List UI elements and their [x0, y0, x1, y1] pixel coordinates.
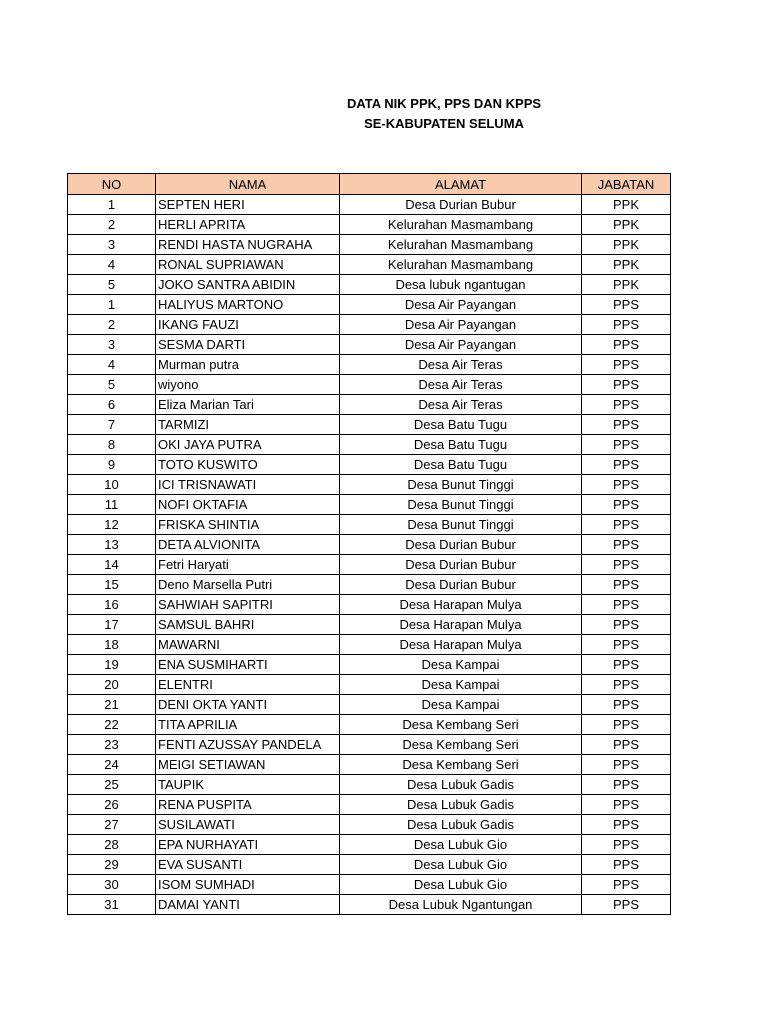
cell-nama: ISOM SUMHADI: [156, 875, 340, 895]
table-body: [68, 195, 671, 915]
table-row: [68, 255, 671, 275]
cell-nama: ELENTRI: [156, 675, 340, 695]
cell-nama: EPA NURHAYATI: [156, 835, 340, 855]
cell-alamat: Desa Air Payangan: [340, 315, 582, 335]
cell-no: 11: [68, 495, 156, 515]
cell-jabatan: PPK: [582, 235, 671, 255]
title-line-2: SE-KABUPATEN SELUMA: [364, 116, 524, 131]
cell-alamat: Desa Air Teras: [340, 355, 582, 375]
cell-alamat: Desa Bunut Tinggi: [340, 475, 582, 495]
cell-nama: DAMAI YANTI: [156, 895, 340, 915]
cell-jabatan: PPS: [582, 295, 671, 315]
table-row: [68, 355, 671, 375]
cell-nama: TAUPIK: [156, 775, 340, 795]
cell-no: 28: [68, 835, 156, 855]
table-row: [68, 595, 671, 615]
cell-no: 1: [68, 195, 156, 215]
cell-nama: OKI JAYA PUTRA: [156, 435, 340, 455]
cell-no: 16: [68, 595, 156, 615]
table-row: [68, 835, 671, 855]
cell-alamat: Desa Kampai: [340, 655, 582, 675]
cell-no: 29: [68, 855, 156, 875]
cell-alamat: Desa Batu Tugu: [340, 455, 582, 475]
cell-jabatan: PPK: [582, 255, 671, 275]
cell-nama: EVA SUSANTI: [156, 855, 340, 875]
table-row: [68, 475, 671, 495]
cell-alamat: Desa Kembang Seri: [340, 755, 582, 775]
cell-jabatan: PPS: [582, 635, 671, 655]
cell-jabatan: PPS: [582, 455, 671, 475]
cell-no: 20: [68, 675, 156, 695]
cell-no: 19: [68, 655, 156, 675]
cell-alamat: Desa Kembang Seri: [340, 715, 582, 735]
cell-jabatan: PPS: [582, 495, 671, 515]
table-row: [68, 455, 671, 475]
table-row: [68, 775, 671, 795]
cell-nama: TARMIZI: [156, 415, 340, 435]
header-nama: NAMA: [156, 174, 340, 195]
table-row: [68, 515, 671, 535]
cell-alamat: Desa Durian Bubur: [340, 575, 582, 595]
cell-jabatan: PPS: [582, 535, 671, 555]
table-row: [68, 335, 671, 355]
cell-nama: Deno Marsella Putri: [156, 575, 340, 595]
cell-jabatan: PPK: [582, 195, 671, 215]
cell-nama: ICI TRISNAWATI: [156, 475, 340, 495]
cell-no: 24: [68, 755, 156, 775]
cell-nama: RENA PUSPITA: [156, 795, 340, 815]
cell-jabatan: PPS: [582, 375, 671, 395]
cell-no: 26: [68, 795, 156, 815]
cell-no: 17: [68, 615, 156, 635]
cell-jabatan: PPS: [582, 315, 671, 335]
cell-alamat: Desa Kampai: [340, 675, 582, 695]
cell-no: 15: [68, 575, 156, 595]
cell-nama: Eliza Marian Tari: [156, 395, 340, 415]
table-row: [68, 435, 671, 455]
cell-no: 4: [68, 355, 156, 375]
cell-nama: TOTO KUSWITO: [156, 455, 340, 475]
cell-no: 6: [68, 395, 156, 415]
cell-alamat: Desa Durian Bubur: [340, 195, 582, 215]
cell-jabatan: PPS: [582, 515, 671, 535]
cell-alamat: Desa Lubuk Gadis: [340, 815, 582, 835]
table-row: [68, 555, 671, 575]
cell-no: 8: [68, 435, 156, 455]
table-row: [68, 375, 671, 395]
table-row: [68, 715, 671, 735]
cell-no: 9: [68, 455, 156, 475]
cell-jabatan: PPS: [582, 655, 671, 675]
cell-alamat: Desa Lubuk Ngantungan: [340, 895, 582, 915]
cell-jabatan: PPS: [582, 895, 671, 915]
cell-no: 2: [68, 215, 156, 235]
cell-alamat: Desa Lubuk Gio: [340, 875, 582, 895]
cell-jabatan: PPS: [582, 335, 671, 355]
cell-alamat: Desa Batu Tugu: [340, 435, 582, 455]
table-row: [68, 275, 671, 295]
cell-no: 4: [68, 255, 156, 275]
cell-nama: SESMA DARTI: [156, 335, 340, 355]
cell-no: 14: [68, 555, 156, 575]
cell-jabatan: PPS: [582, 475, 671, 495]
cell-nama: HALIYUS MARTONO: [156, 295, 340, 315]
cell-no: 7: [68, 415, 156, 435]
cell-no: 13: [68, 535, 156, 555]
cell-alamat: Desa Kampai: [340, 695, 582, 715]
cell-no: 25: [68, 775, 156, 795]
cell-alamat: Desa Air Payangan: [340, 295, 582, 315]
cell-jabatan: PPS: [582, 575, 671, 595]
cell-nama: MEIGI SETIAWAN: [156, 755, 340, 775]
cell-no: 1: [68, 295, 156, 315]
cell-no: 3: [68, 335, 156, 355]
table-row: [68, 755, 671, 775]
cell-no: 5: [68, 375, 156, 395]
cell-alamat: Desa Kembang Seri: [340, 735, 582, 755]
cell-alamat: Desa Harapan Mulya: [340, 615, 582, 635]
cell-nama: Fetri Haryati: [156, 555, 340, 575]
cell-no: 12: [68, 515, 156, 535]
table-row: [68, 315, 671, 335]
cell-nama: RONAL SUPRIAWAN: [156, 255, 340, 275]
cell-jabatan: PPK: [582, 275, 671, 295]
cell-nama: ENA SUSMIHARTI: [156, 655, 340, 675]
cell-jabatan: PPS: [582, 435, 671, 455]
cell-alamat: Desa Batu Tugu: [340, 415, 582, 435]
cell-alamat: Desa Bunut Tinggi: [340, 495, 582, 515]
table-row: [68, 295, 671, 315]
cell-alamat: Desa Lubuk Gadis: [340, 795, 582, 815]
cell-nama: SEPTEN HERI: [156, 195, 340, 215]
cell-jabatan: PPS: [582, 595, 671, 615]
cell-jabatan: PPS: [582, 815, 671, 835]
cell-alamat: Desa Durian Bubur: [340, 555, 582, 575]
cell-nama: DETA ALVIONITA: [156, 535, 340, 555]
cell-alamat: Desa Harapan Mulya: [340, 595, 582, 615]
cell-jabatan: PPS: [582, 755, 671, 775]
cell-jabatan: PPS: [582, 355, 671, 375]
cell-alamat: Desa Air Teras: [340, 395, 582, 415]
cell-nama: Murman putra: [156, 355, 340, 375]
header-jabatan: JABATAN: [582, 174, 671, 195]
header-row: [68, 174, 671, 195]
cell-no: 10: [68, 475, 156, 495]
cell-alamat: Kelurahan Masmambang: [340, 215, 582, 235]
table-row: [68, 495, 671, 515]
cell-jabatan: PPS: [582, 735, 671, 755]
table-row: [68, 795, 671, 815]
cell-nama: JOKO SANTRA ABIDIN: [156, 275, 340, 295]
table-row: [68, 875, 671, 895]
cell-no: 3: [68, 235, 156, 255]
cell-no: 23: [68, 735, 156, 755]
cell-jabatan: PPS: [582, 615, 671, 635]
cell-jabatan: PPS: [582, 775, 671, 795]
table-row: [68, 395, 671, 415]
table-row: [68, 695, 671, 715]
cell-nama: RENDI HASTA NUGRAHA: [156, 235, 340, 255]
cell-nama: FRISKA SHINTIA: [156, 515, 340, 535]
cell-alamat: Kelurahan Masmambang: [340, 235, 582, 255]
cell-nama: SAHWIAH SAPITRI: [156, 595, 340, 615]
cell-alamat: Desa Air Payangan: [340, 335, 582, 355]
cell-jabatan: PPS: [582, 795, 671, 815]
cell-nama: IKANG FAUZI: [156, 315, 340, 335]
cell-jabatan: PPS: [582, 855, 671, 875]
cell-jabatan: PPS: [582, 715, 671, 735]
cell-nama: DENI OKTA YANTI: [156, 695, 340, 715]
cell-no: 27: [68, 815, 156, 835]
cell-alamat: Desa Lubuk Gio: [340, 855, 582, 875]
cell-nama: NOFI OKTAFIA: [156, 495, 340, 515]
cell-alamat: Desa lubuk ngantugan: [340, 275, 582, 295]
table-row: [68, 855, 671, 875]
personnel-table: [67, 173, 671, 915]
cell-alamat: Desa Air Teras: [340, 375, 582, 395]
cell-jabatan: PPK: [582, 215, 671, 235]
table-row: [68, 235, 671, 255]
cell-no: 18: [68, 635, 156, 655]
cell-no: 21: [68, 695, 156, 715]
cell-alamat: Kelurahan Masmambang: [340, 255, 582, 275]
table-row: [68, 675, 671, 695]
document-title: [0, 94, 768, 134]
table-row: [68, 615, 671, 635]
cell-alamat: Desa Harapan Mulya: [340, 635, 582, 655]
cell-jabatan: PPS: [582, 875, 671, 895]
table-row: [68, 535, 671, 555]
cell-no: 5: [68, 275, 156, 295]
cell-alamat: Desa Lubuk Gio: [340, 835, 582, 855]
table-row: [68, 735, 671, 755]
cell-jabatan: PPS: [582, 555, 671, 575]
table-row: [68, 215, 671, 235]
cell-no: 2: [68, 315, 156, 335]
cell-alamat: Desa Lubuk Gadis: [340, 775, 582, 795]
cell-no: 30: [68, 875, 156, 895]
cell-nama: SUSILAWATI: [156, 815, 340, 835]
cell-nama: HERLI APRITA: [156, 215, 340, 235]
table-row: [68, 895, 671, 915]
cell-jabatan: PPS: [582, 675, 671, 695]
cell-jabatan: PPS: [582, 415, 671, 435]
cell-nama: wiyono: [156, 375, 340, 395]
cell-alamat: Desa Durian Bubur: [340, 535, 582, 555]
cell-no: 22: [68, 715, 156, 735]
table-row: [68, 195, 671, 215]
cell-nama: TITA APRILIA: [156, 715, 340, 735]
table-row: [68, 635, 671, 655]
table-row: [68, 655, 671, 675]
cell-nama: SAMSUL BAHRI: [156, 615, 340, 635]
cell-alamat: Desa Bunut Tinggi: [340, 515, 582, 535]
cell-jabatan: PPS: [582, 835, 671, 855]
header-no: NO: [68, 174, 156, 195]
cell-nama: FENTI AZUSSAY PANDELA: [156, 735, 340, 755]
title-line-1: DATA NIK PPK, PPS DAN KPPS: [346, 96, 542, 111]
header-alamat: ALAMAT: [340, 174, 582, 195]
cell-no: 31: [68, 895, 156, 915]
table-row: [68, 815, 671, 835]
cell-jabatan: PPS: [582, 395, 671, 415]
cell-nama: MAWARNI: [156, 635, 340, 655]
table-row: [68, 415, 671, 435]
table-row: [68, 575, 671, 595]
cell-jabatan: PPS: [582, 695, 671, 715]
